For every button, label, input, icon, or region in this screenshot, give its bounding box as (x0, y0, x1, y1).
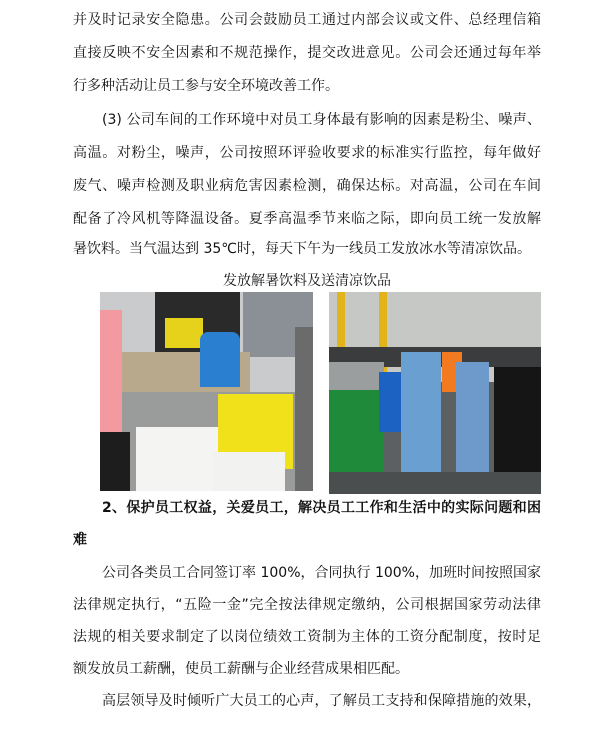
text-line: 高层领导及时倾听广大员工的心声，了解员工支持和保障措施的效果， (102, 693, 541, 709)
text-line: 法规的相关要求制定了以岗位绩效工资制为主体的工资分配制度，按时足 (73, 629, 541, 645)
heading-line: 2、保护员工权益，关爱员工，解决员工工作和生活中的实际问题和困 (102, 500, 541, 516)
photo-distributing-drinks (100, 292, 313, 491)
text-line: 暑饮料。当气温达到 35℃时，每天下午为一线员工发放冰水等清凉饮品。 (73, 241, 531, 257)
figure-caption: 发放解暑饮料及送清凉饮品 (223, 273, 391, 289)
text-line: 直接反映不安全因素和不规范操作，提交改进意见。公司会还通过每年举 (73, 45, 541, 61)
text-line: 废气、噪声检测及职业病危害因素检测，确保达标。对高温，公司在车间 (73, 178, 541, 194)
text-line: (3) 公司车间的工作环境中对员工身体最有影响的因素是粉尘、噪声、 (102, 112, 541, 128)
text-line: 公司各类员工合同签订率 100%，合同执行 100%，加班时间按照国家 (102, 565, 541, 581)
text-line: 法律规定执行，“五险一金”完全按法律规定缴纳，公司根据国家劳动法律 (73, 597, 541, 613)
text-line: 配备了冷风机等降温设备。夏季高温季节来临之际，即向员工统一发放解 (73, 211, 541, 227)
text-line: 高温。对粉尘，噪声，公司按照环评验收要求的标准实行监控，每年做好 (73, 145, 541, 161)
text-line: 额发放员工薪酬，使员工薪酬与企业经营成果相匹配。 (73, 661, 409, 677)
text-line: 行多种活动让员工参与安全环境改善工作。 (73, 78, 339, 94)
heading-line: 难 (73, 532, 87, 548)
text-line: 并及时记录安全隐患。公司会鼓励员工通过内部会议或文件、总经理信箱 (73, 12, 541, 28)
photo-delivering-cool-drinks (329, 292, 541, 494)
